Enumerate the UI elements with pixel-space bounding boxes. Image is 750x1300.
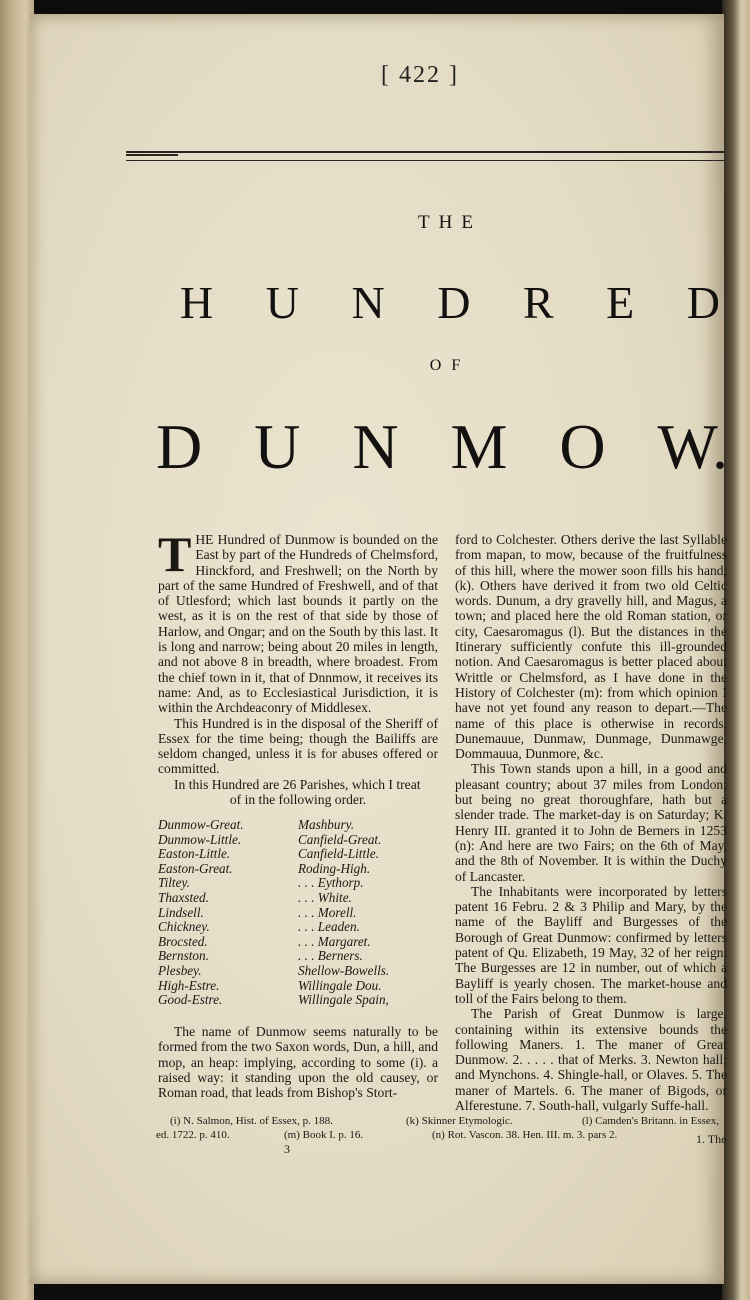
parish-name: . . . Eythorp. [298,875,364,891]
header-rule-short [126,154,178,156]
footnote-m: (m) Book I. p. 16. [284,1129,364,1141]
title-letter: M [450,411,508,482]
parish-list [158,818,438,1008]
title-letter: D [686,277,720,328]
parish-name: Easton-Great. [158,860,233,876]
parish-name: Shellow-Bowells. [298,962,390,978]
title-letter: D [156,411,203,482]
parish-name: Dunmow-Great. [158,817,244,832]
footnote-i-continued: ed. 1722. p. 410. [156,1129,230,1141]
book-page [30,14,728,1284]
parish-name: Plesbey. [158,962,202,978]
parish-name: Bernston. [158,948,209,964]
left-column [158,526,439,808]
parish-name: Good-Estre. [158,992,223,1008]
parish-name: . . . Margaret. [298,933,371,949]
parish-name: Roding-High. [298,860,371,876]
header-rule-thick [126,151,724,153]
paragraph: This Town stands upon a hill, in a good and pleasant country; about 37 miles from London; but being no great thoroughfare, hath but a slender trade. The market-day is on Saturday; K. Henry III. granted it to John de Berners in 1253 (n): And here are two Fairs; on the 6th of May, and the 8th of November. It is within the Duchy of Lancaster. [455,761,727,884]
parish-name: Willingale Dou. [298,977,382,993]
paragraph: In this Hundred are 26 Parishes, which I treat [174,776,421,792]
parish-name: Thaxsted. [158,889,209,905]
book-edge-left [0,0,34,1300]
parish-name: Canfield-Great. [298,831,382,847]
title-letter: N [351,277,385,328]
title-letter: W. [657,411,728,482]
title-of: OF [429,357,471,374]
parish-name: Willingale Spain, [298,992,389,1008]
title-letter: H [180,277,214,328]
title-letter: U [265,277,299,328]
paragraph: This Hundred is in the disposal of the Sheriff of Essex for the time being; though the Bailiffs are seldom changed, unless it is for abuses offered or committed. [158,715,438,777]
title-the: THE [418,212,482,233]
paragraph: The name of Dunmow seems naturally to be formed from the two Saxon words, Dun, a hill, and mop, an heap: implying, according to some (i). a raised way: it standing upon the old causey, or Roman road, that leads from Bishop's Stort- [158,1024,438,1101]
left-column-lower [158,1024,438,1100]
footnote-l: (l) Camden's Britann. in Essex, [582,1115,720,1127]
paragraph: ford to Colchester. Others derive the last Syllable from mapan, to mow, because of the fruitfulness of this hill, where the mower soon fills his hand, (k). Others have derived it from two old Celtic words. Dunum, a dry gravelly hill, and Magus, a town; and placed here the old Roman station, or city, Caesaromagus (l). But the distances in the Itinerary sufficiently confute this ill-grounded notion. And Caesaromagus is better placed about Writtle or Chelmsford, as I have done in the History of Colchester (m): from which opinion I have not yet found any reason to depart.—The name of this place is otherwise in records, Dunemauue, Dunmaw, Dunmage, Dunmawge, Dommauua, Dunmore, &c. [455,532,727,762]
parish-name: Tiltey. [158,875,190,891]
parish-name: . . . Leaden. [298,919,360,935]
parish-name: High-Estre. [158,977,220,993]
paragraph: The Inhabitants were incorporated by letters patent 16 Febru. 2 & 3 Philip and Mary, by the name of the Bayliff and Burgesses of the Borough of Great Dunmow: confirmed by letters patent of Qu. Elizabeth, 19 May, 32 of her reign. The Burgesses are 12 in number, out of which a Bayliff is yearly chosen. The market-house and toll of the Fairs belong to them. [455,883,727,1006]
title-letter: E [606,277,635,328]
page-number: [ 422 ] [381,62,459,88]
title-hundred [180,276,720,329]
title-letter: D [437,277,471,328]
paragraph [158,526,439,716]
paragraph-text: HE Hundred of Dunmow is bounded on the East by part of the Hundreds of Chelmsford, Hinckford, and Freshwell; on the North by part of the same Hundred of Freshwell, and of that of Utlesford; which last bounds it partly on the west, as it is on the rest of that side by those of Harlow, and Ongar; and on the South by this last. It is long and narrow; being about 20 miles in length, and not above 8 in breadth, where broadest. From the chief town in it, that of Dnnmow, it receives its name: And, as to Ecclesiastical Jurisdiction, it is within the Archdeaconry of Middlesex. [158,532,439,716]
title-dunmow [156,410,728,484]
paragraph: of in the following order. [229,792,367,808]
parish-name: Mashbury. [298,817,355,832]
parish-name: Easton-Little. [158,846,231,862]
title-letter: U [254,411,301,482]
right-column [455,532,727,1113]
parish-name: Brocsted. [158,933,208,949]
parish-name: . . . White. [298,889,352,905]
parish-name: Lindsell. [158,904,204,920]
paragraph: The Parish of Great Dunmow is large, containing within its extensive bounds the following Maners. 1. The maner of Great Dunmow. 2. . . . . that of Merks. 3. Newton hall; and Mynchons. 4. Shingle-hall, or Olaves. 5. The maner of Martels. 6. The maner of Bigods, or Alferestune. 7. South-hall, vulgarly Suffe-hall. [455,1006,727,1113]
title-letter: N [352,411,399,482]
drop-cap: T [158,526,192,582]
header-rule-thin [126,160,724,161]
title-letter: O [559,411,606,482]
catchword: 1. The [696,1132,727,1146]
parish-name: . . . Morell. [298,904,357,920]
parish-name: Dunmow-Little. [158,831,242,847]
parish-name: Canfield-Little. [298,846,379,862]
signature-mark: 3 [284,1142,290,1156]
footnote-k: (k) Skinner Etymologic. [406,1115,513,1127]
footnote-i: (i) N. Salmon, Hist. of Essex, p. 188. [170,1115,333,1127]
parish-name: Chickney. [158,919,210,935]
footnote-n: (n) Rot. Vascon. 38. Hen. III. m. 3. pars 2. [432,1129,618,1141]
title-letter: R [522,277,554,328]
parish-name: . . . Berners. [298,948,363,964]
